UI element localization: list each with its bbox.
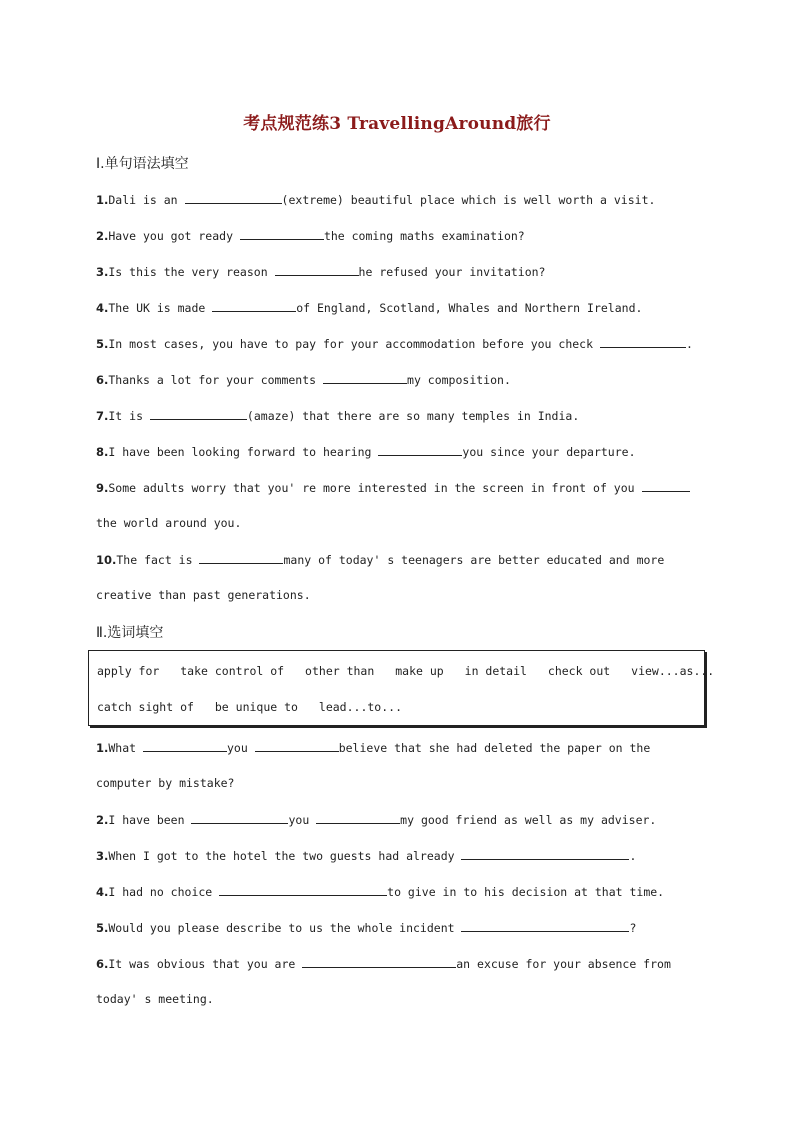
word-bank-item: in detail	[464, 664, 527, 678]
word-question-4: 4.I had no choice to give in to his decision at that time.	[96, 885, 665, 899]
word-bank-line-2	[97, 700, 416, 714]
answer-blank[interactable]	[212, 299, 296, 312]
question-number: 2.	[96, 813, 109, 827]
question-number: 2.	[96, 229, 109, 243]
answer-blank[interactable]	[199, 551, 283, 564]
question-number: 4.	[96, 301, 109, 315]
answer-blank[interactable]	[461, 919, 629, 932]
section-heading-grammar: Ⅰ.单句语法填空	[96, 156, 189, 172]
question-7: 7.It is (amaze) that there are so many temples in India.	[96, 409, 580, 423]
question-9: 9.Some adults worry that you' re more interested in the screen in front of you	[96, 479, 690, 496]
answer-blank[interactable]	[150, 407, 247, 420]
question-number: 4.	[96, 885, 109, 899]
word-bank-line-1	[97, 664, 728, 678]
word-question-1-continuation: computer by mistake?	[96, 776, 235, 790]
question-number: 5.	[96, 921, 109, 935]
question-10-continuation: creative than past generations.	[96, 588, 311, 602]
word-question-6: 6.It was obvious that you are an excuse for your absence from	[96, 957, 671, 971]
question-number: 5.	[96, 337, 109, 351]
question-1: 1.Dali is an (extreme) beautiful place which is well worth a visit.	[96, 193, 656, 207]
word-bank-item: apply for	[97, 664, 160, 678]
word-question-2: 2.I have been you my good friend as well as my adviser.	[96, 813, 657, 827]
question-9-continuation: the world around you.	[96, 516, 242, 530]
section-heading-word-choice: Ⅱ.选词填空	[96, 625, 164, 641]
word-bank-item: take control of	[180, 664, 285, 678]
question-number: 7.	[96, 409, 109, 423]
question-number: 1.	[96, 741, 109, 755]
question-10: 10.The fact is many of today' s teenagers are better educated and more	[96, 553, 665, 567]
word-bank-item: lead...to...	[318, 700, 402, 714]
answer-blank[interactable]	[219, 883, 387, 896]
answer-blank[interactable]	[275, 263, 359, 276]
question-8: 8.I have been looking forward to hearing you since your departure.	[96, 445, 636, 459]
question-6: 6.Thanks a lot for your comments my composition.	[96, 373, 511, 387]
page-title: 考点规范练3 TravellingAround旅行	[243, 114, 551, 134]
question-number: 6.	[96, 957, 109, 971]
answer-blank[interactable]	[302, 955, 456, 968]
word-bank-item: other than	[305, 664, 375, 678]
answer-blank[interactable]	[316, 811, 400, 824]
answer-blank[interactable]	[255, 739, 339, 752]
question-number: 8.	[96, 445, 109, 459]
question-5: 5.In most cases, you have to pay for your accommodation before you check .	[96, 337, 693, 351]
question-3: 3.Is this the very reason he refused your invitation?	[96, 265, 546, 279]
question-4: 4.The UK is made of England, Scotland, Whales and Northern Ireland.	[96, 301, 643, 315]
question-number: 1.	[96, 193, 109, 207]
question-number: 3.	[96, 849, 109, 863]
answer-blank[interactable]	[600, 335, 686, 348]
answer-blank[interactable]	[323, 371, 407, 384]
word-bank-item: check out	[547, 664, 611, 678]
question-2: 2.Have you got ready the coming maths examination?	[96, 229, 525, 243]
word-question-5: 5.Would you please describe to us the whole incident ?	[96, 921, 637, 935]
word-question-6-continuation: today' s meeting.	[96, 992, 214, 1006]
answer-blank[interactable]	[378, 443, 462, 456]
question-number: 6.	[96, 373, 109, 387]
word-bank-item: make up	[395, 664, 444, 678]
word-bank-item: catch sight of	[97, 700, 194, 714]
word-bank-item: be unique to	[214, 700, 298, 714]
word-bank-box	[88, 650, 715, 726]
word-bank-item: view...as...	[631, 664, 715, 678]
word-question-3: 3.When I got to the hotel the two guests had already .	[96, 849, 637, 863]
answer-blank[interactable]	[191, 811, 288, 824]
answer-blank[interactable]	[642, 479, 690, 492]
word-question-1: 1.What you believe that she had deleted the paper on the	[96, 741, 651, 755]
answer-blank[interactable]	[143, 739, 227, 752]
question-number: 3.	[96, 265, 109, 279]
question-number: 9.	[96, 481, 109, 495]
answer-blank[interactable]	[185, 191, 282, 204]
question-number: 10.	[96, 553, 117, 567]
answer-blank[interactable]	[240, 227, 324, 240]
answer-blank[interactable]	[461, 847, 629, 860]
